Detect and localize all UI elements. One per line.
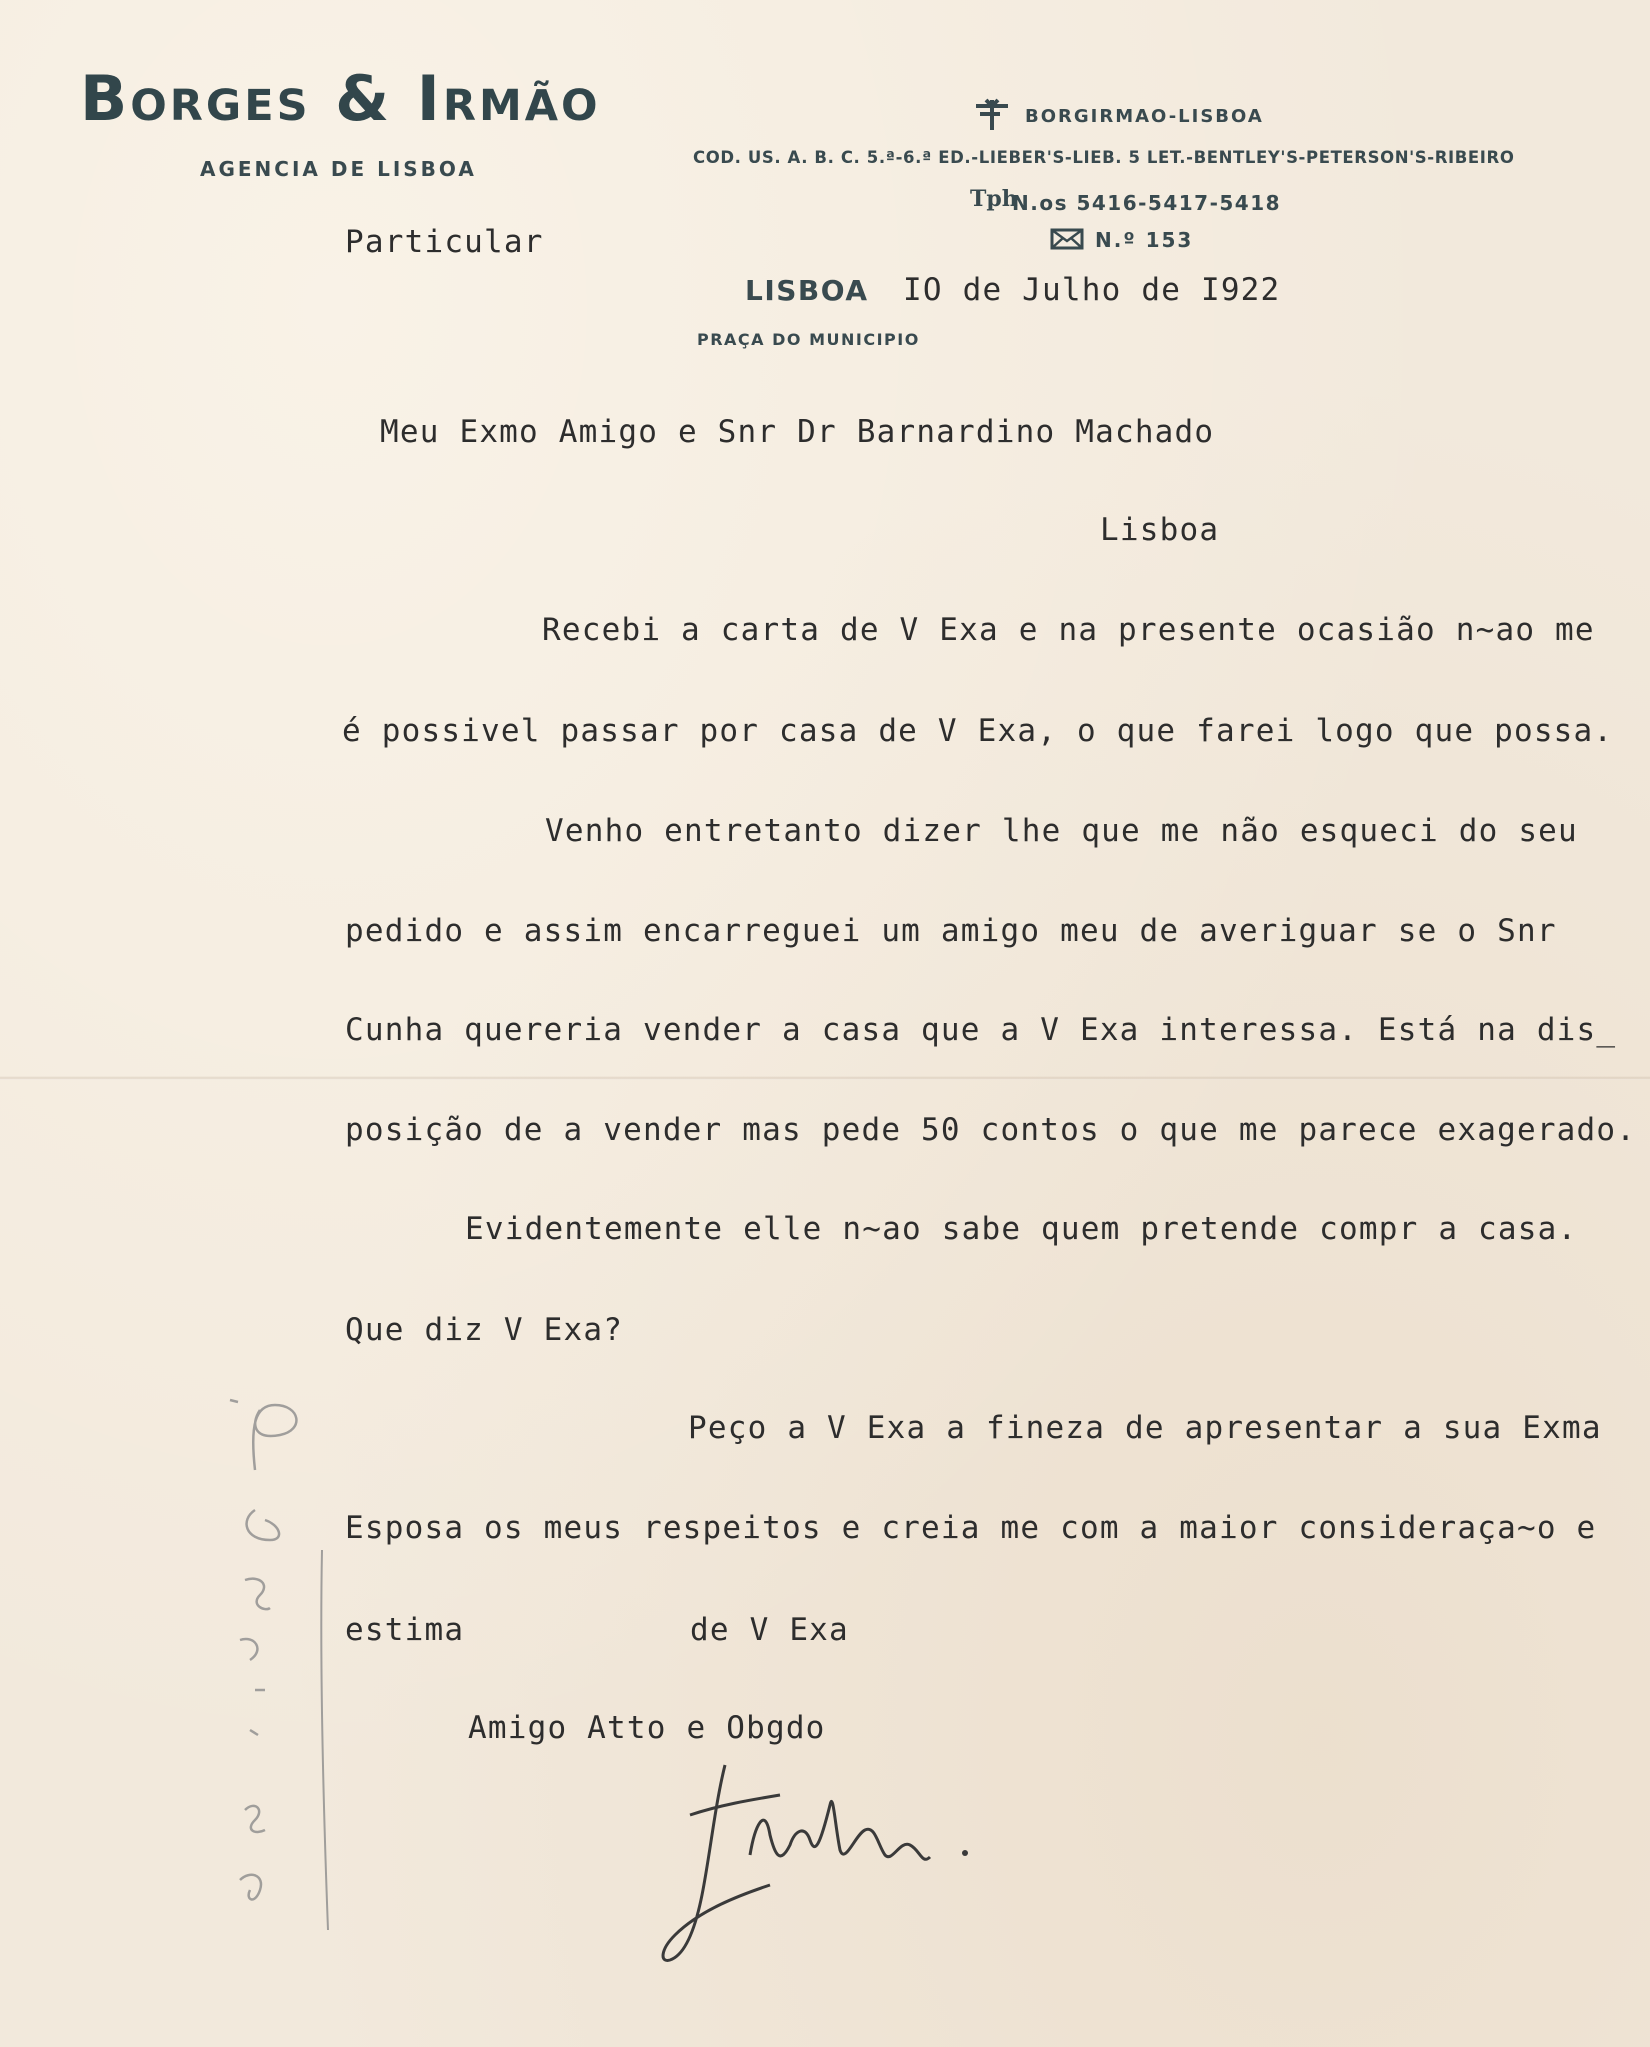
body-line: Cunha quereria vender a casa que a V Exa interessa. Está na dis_: [345, 1012, 1617, 1048]
body-line: Venho entretanto dizer lhe que me não esqueci do seu: [545, 813, 1578, 849]
street-address: PRAÇA DO MUNICIPIO: [697, 330, 920, 349]
body-line: estima: [345, 1612, 465, 1648]
telegraph-icon: [972, 96, 1012, 136]
closing-line: Amigo Atto e Obgdo: [468, 1710, 826, 1746]
body-line: Peço a V Exa a fineza de apresentar a sua Exma: [688, 1410, 1602, 1446]
body-line: pedido e assim encarreguei um amigo meu de averiguar se o Snr: [345, 913, 1557, 949]
envelope-icon: [1050, 228, 1084, 254]
body-line: Evidentemente elle n~ao sabe quem pretende compr a casa.: [465, 1211, 1578, 1247]
phone-prefix: Tph: [970, 186, 1018, 212]
body-line: Que diz V Exa?: [345, 1312, 624, 1348]
city-label: LISBOA: [745, 274, 869, 307]
recipient-city: Lisboa: [1100, 512, 1220, 548]
marking-particular: Particular: [345, 224, 544, 260]
agency-label: AGENCIA DE LISBOA: [200, 157, 477, 181]
salutation: Meu Exmo Amigo e Snr Dr Barnardino Machado: [380, 414, 1215, 450]
telegraph-address: BORGIRMAO-LISBOA: [1025, 106, 1264, 127]
body-line: de V Exa: [690, 1612, 849, 1648]
handwritten-signature: [630, 1745, 990, 1980]
telegraph-codes: COD. US. A. B. C. 5.ª-6.ª ED.-LIEBER'S-LIEB. 5 LET.-BENTLEY'S-PETERSON'S-RIBEIRO: [693, 148, 1515, 167]
pencil-margin-note: [210, 1390, 390, 1955]
body-line: é possivel passar por casa de V Exa, o que farei logo que possa.: [342, 713, 1614, 749]
body-line: Esposa os meus respeitos e creia me com a maior consideraça~o e: [345, 1510, 1597, 1546]
phone-numbers: N.os 5416-5417-5418: [1012, 191, 1282, 215]
letter-date: IO de Julho de I922: [903, 272, 1281, 308]
body-line: Recebi a carta de V Exa e na presente ocasião n~ao me: [542, 612, 1595, 648]
body-line: posição de a vender mas pede 50 contos o que me parece exagerado.: [345, 1112, 1637, 1148]
paper-fold-line: [0, 1076, 1650, 1080]
company-name: Borges & Irmão: [80, 62, 601, 135]
mailbox-number: N.º 153: [1095, 228, 1194, 252]
